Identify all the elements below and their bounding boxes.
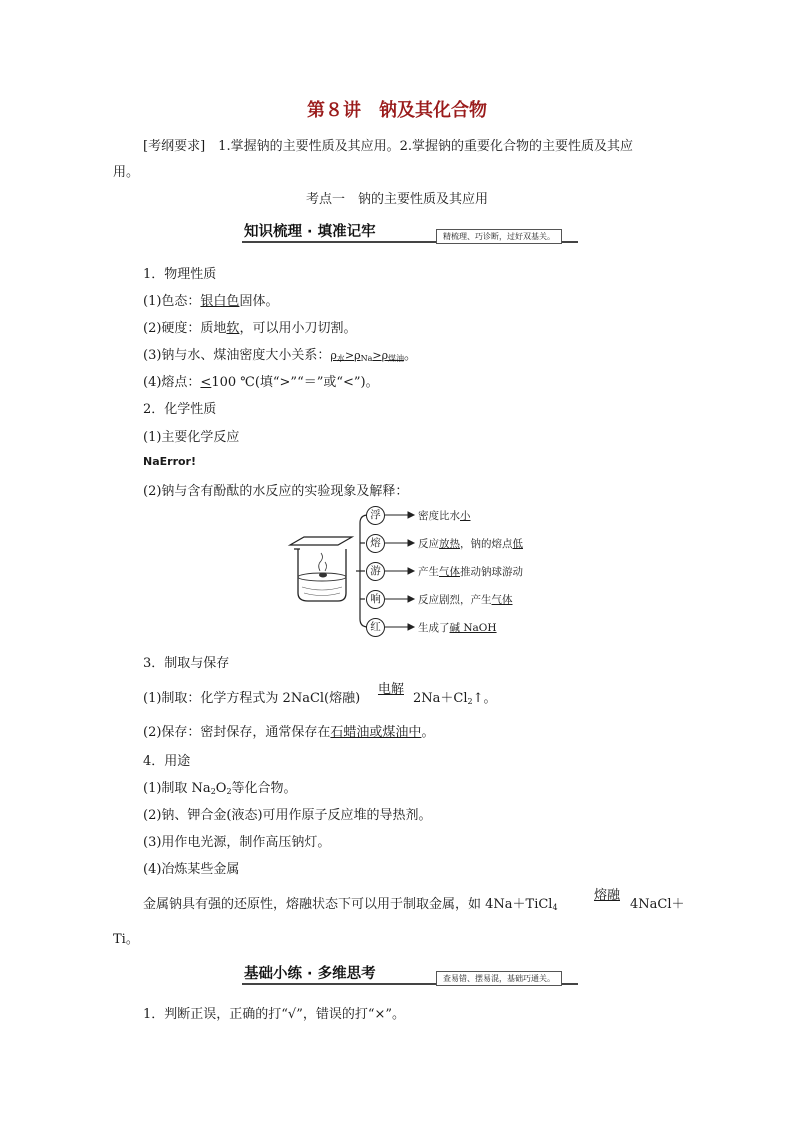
glass-plate	[290, 537, 352, 545]
physical-melting: (4)熔点：<100 ℃(填“>”“＝”或“<”)。	[143, 375, 379, 390]
banner-knowledge-note: 精梳理、巧诊断，过好双基关。	[436, 229, 562, 244]
diagram-label-swim: 产生气体推动钠球游动	[418, 566, 523, 578]
prep-store: (2)保存：密封保存，通常保存在石蜡油或煤油中。	[143, 725, 435, 740]
banner-practice-note: 查易错、摆易混，基础巧通关。	[436, 971, 562, 986]
syllabus-tag: [考纲要求]	[143, 139, 206, 154]
circle-melt: 熔	[366, 534, 385, 553]
sodium-ball	[319, 573, 327, 578]
chemical-main-reaction: (1)主要化学反应	[143, 430, 240, 445]
banner-knowledge-title: 知识梳理 · 填准记牢	[242, 220, 380, 241]
chemical-phenolphthalein: (2)钠与含有酚酞的水反应的实验现象及解释：	[143, 484, 409, 499]
prep-make: (1)制取：化学方程式为 2NaCl(熔融)	[143, 691, 361, 706]
prep-condition: 电解	[377, 682, 404, 697]
page-title: 第８讲 钠及其化合物	[307, 100, 487, 121]
physical-heading: 1．物理性质	[143, 267, 217, 282]
physical-density: (3)钠与水、煤油密度大小关系：$\rho_水>\rho_{Na}>\rho_{煤油}$。	[143, 348, 418, 363]
syllabus-line2: 用。	[113, 165, 140, 180]
diagram-label-sound: 反应剧烈，产生气体	[418, 594, 513, 606]
uses-heading: 4．用途	[143, 754, 191, 769]
metal-condition: 熔融	[593, 888, 620, 903]
use-1: (1)制取 $Na_2O_2$等化合物。	[143, 781, 297, 796]
physical-color: (1)色态：银白色固体。	[143, 294, 279, 309]
question-1: 1．判断正误，正确的打“√”，错误的打“×”。	[143, 1007, 406, 1022]
circle-red: 红	[366, 618, 385, 637]
physical-hardness: (2)硬度：质地软，可以用小刀切割。	[143, 321, 357, 336]
use-4: (4)冶炼某些金属	[143, 862, 240, 877]
circle-float: 浮	[366, 506, 385, 525]
prep-heading: 3．制取与保存	[143, 656, 230, 671]
metal-line1: 金属钠具有强的还原性，熔融状态下可以用于制取金属，如 4Na＋TiCl$_4$	[143, 897, 558, 912]
section-heading: 考点一 钠的主要性质及其应用	[305, 192, 488, 207]
syllabus-line1: [考纲要求] 1.掌握钠的主要性质及其应用。2.掌握钠的重要化合物的主要性质及其应	[143, 139, 633, 154]
chemical-heading: 2．化学性质	[143, 402, 217, 417]
metal-product: 4NaCl＋	[630, 897, 685, 912]
banner-practice-title: 基础小练 · 多维思考	[242, 962, 380, 983]
circle-swim: 游	[366, 562, 385, 581]
use-3: (3)用作电光源，制作高压钠灯。	[143, 835, 331, 850]
use-2: (2)钠、钾合金(液态)可用作原子反应堆的导热剂。	[143, 808, 432, 823]
diagram-label-melt: 反应放热，钠的熔点低	[418, 538, 523, 550]
circle-sound: 响	[366, 590, 385, 609]
error-text: NaError!	[143, 455, 196, 468]
prep-product: $2Na+Cl_2↑$。	[413, 691, 497, 706]
diagram-label-red: 生成了碱 NaOH	[418, 622, 497, 634]
metal-line2: Ti。	[113, 932, 139, 947]
diagram-label-float: 密度比水小	[418, 510, 471, 522]
